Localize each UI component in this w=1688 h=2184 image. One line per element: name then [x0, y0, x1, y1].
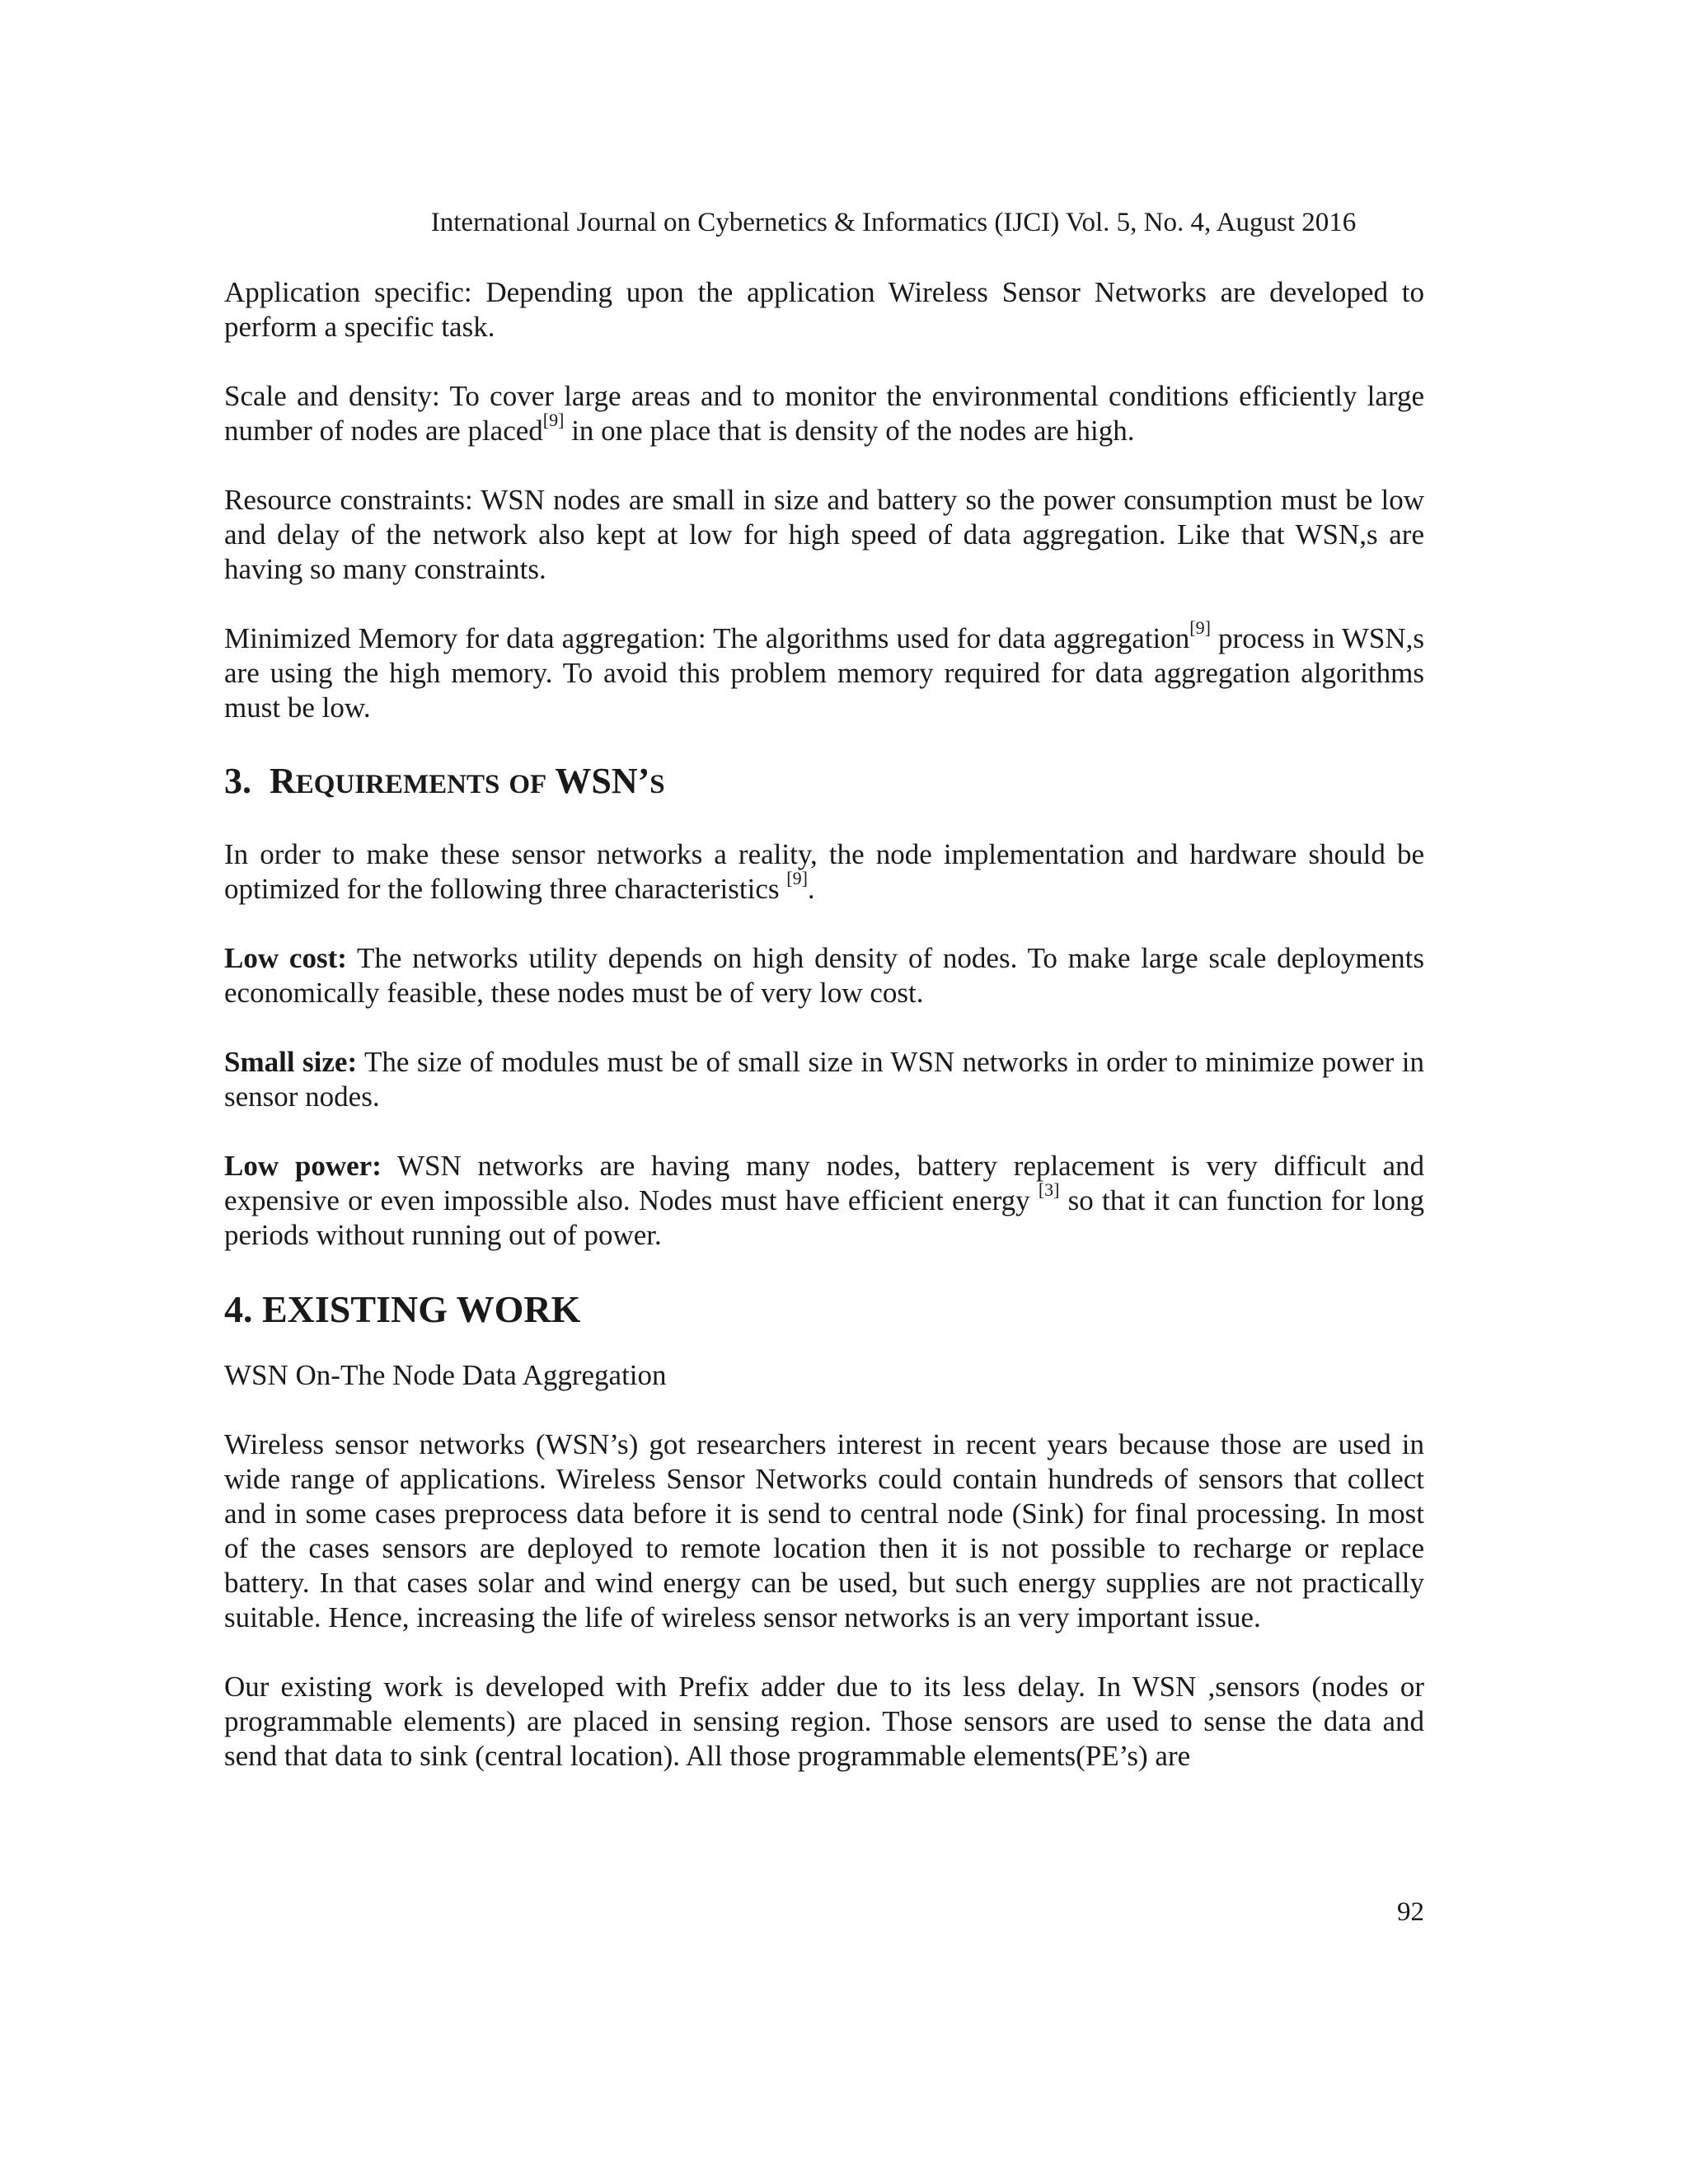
paragraph-scale-density [224, 379, 1424, 448]
paragraph-low-power [224, 1149, 1424, 1253]
page-body [224, 275, 1424, 1774]
small-size-label: Small size: [224, 1046, 358, 1078]
heading-smallcaps: OF [509, 770, 547, 799]
intro-text: In order to make these sensor networks a reality, the node implementation and hardware should be optimized for the following three characteristics [224, 838, 1424, 905]
paragraph-application-specific: Application specific: Depending upon the application Wireless Sensor Networks are developed to perform a specific task. [224, 276, 1424, 343]
paragraph-requirements-intro [224, 837, 1424, 907]
memory-text-1: Minimized Memory for data aggregation: The algorithms used for data aggregation [224, 622, 1190, 654]
low-power-text-1: WSN networks are having many nodes, battery replacement is very difficult and expensive or even impossible also. Nodes must have efficient energy [224, 1150, 1424, 1216]
section-3-heading [224, 760, 1424, 806]
paragraph-existing-work: Our existing work is developed with Prefix adder due to its less delay. In WSN ,sensors (nodes or programmable elements) are placed in sensing region. Those sensors are used to sense the data and send that data to sink (central location). All those programmable elements(PE’s) are [224, 1671, 1424, 1772]
journal-header: International Journal on Cybernetics & Informatics (IJCI) Vol. 5, No. 4, August 2016 [430, 208, 1357, 237]
low-power-label: Low power: [224, 1150, 382, 1182]
heading-cap: R [270, 761, 296, 801]
low-cost-label: Low cost: [224, 942, 347, 974]
citation-ref: [9] [786, 868, 808, 889]
scale-text-2: in one place that is density of the nodes are high. [564, 415, 1135, 447]
paragraph-wsn-interest: Wireless sensor networks (WSN’s) got researchers interest in recent years because those are used in wide range of applications. Wireless Sensor Networks could contain hundreds of sensors that collect and in some cases preprocess data before it is send to central node (Sink) for final processing. In most of the cases sensors are deployed to remote location then it is not possible to recharge or replace battery. In that cases solar and wind energy can be used, but such energy supplies are not practically suitable. Hence, increasing the life of wireless sensor networks is an very important issue. [224, 1428, 1424, 1633]
intro-end: . [807, 873, 815, 905]
heading-cap: WSN’ [555, 761, 650, 801]
subsection-title: WSN On-The Node Data Aggregation [224, 1359, 667, 1391]
section-number: 3. [224, 761, 251, 801]
low-cost-text: The networks utility depends on high density of nodes. To make large scale deployments economically feasible, these nodes must be of very low cost. [224, 942, 1425, 1009]
citation-ref: [9] [1189, 617, 1211, 639]
page-number: 92 [1397, 1897, 1424, 1927]
paragraph-low-cost [224, 941, 1424, 1010]
scale-text-1: Scale and density: To cover large areas and to monitor the environmental conditions efficiently large number of nodes are placed [224, 380, 1424, 447]
heading-smallcaps: S [649, 770, 665, 799]
small-size-text: The size of modules must be of small size in WSN networks in order to minimize power in sensor nodes. [224, 1046, 1425, 1113]
paragraph-minimized-memory [224, 617, 1424, 725]
paragraph-small-size [224, 1045, 1424, 1114]
low-power-text-2: so that it can function for long periods without running out of power. [224, 1184, 1425, 1251]
section-4-heading: 4. EXISTING WORK [224, 1288, 581, 1330]
heading-smallcaps: EQUIREMENTS [295, 770, 500, 799]
paragraph-resource-constraints: Resource constraints: WSN nodes are small in size and battery so the power consumption must be low and delay of the network also kept at low for high speed of data aggregation. Like that WSN,s are having so many constraints. [224, 484, 1424, 585]
citation-ref: [3] [1038, 1179, 1060, 1201]
citation-ref: [9] [542, 410, 565, 431]
memory-text-2: process in WSN,s are using the high memory. To avoid this problem memory required for data aggregation algorithms must be low. [224, 622, 1424, 724]
